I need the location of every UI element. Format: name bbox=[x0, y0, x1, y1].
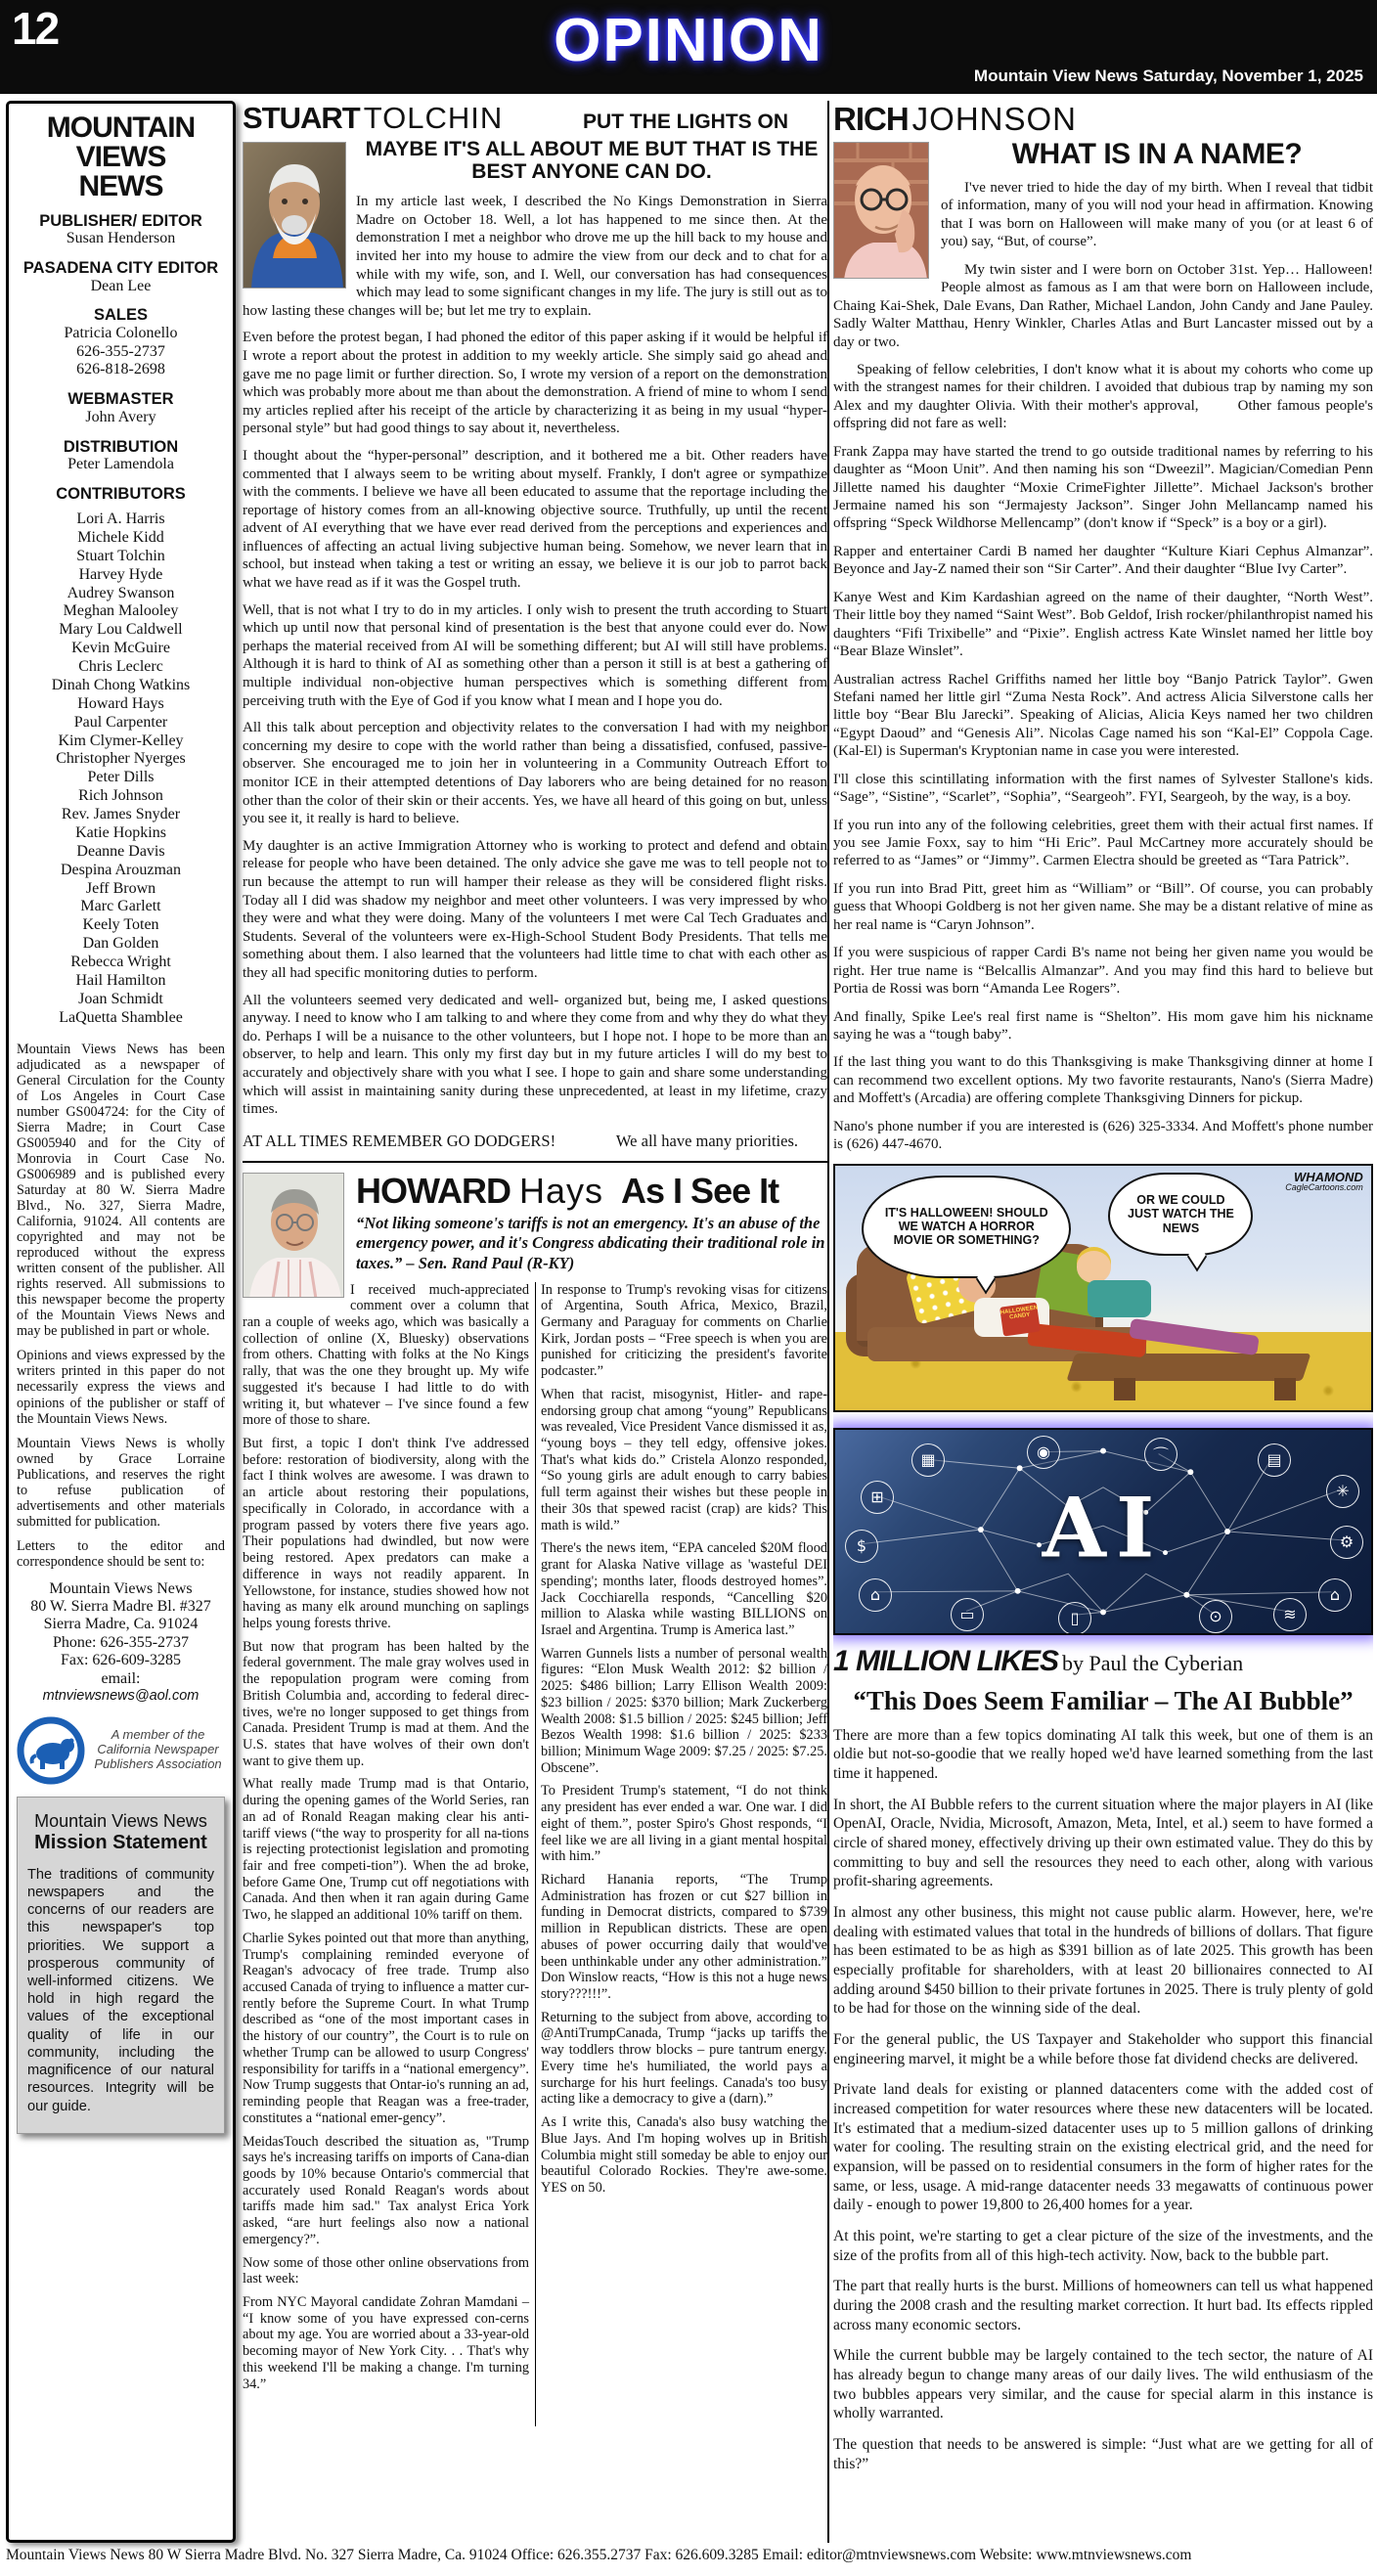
distribution-name: Peter Lamendola bbox=[67, 455, 174, 472]
article-paragraph: Australian actress Rachel Griffiths named her little boy “Banjo Patrick Taylor”. Gwen Stefani named her little girl “Zuma Nesta Rock”. And actress Alicia Silverstone calls her little boy “Bear Blu Jarecki”. Speaking of Alicias, Alicia Keys named her two children “Egypt Daoud” and “Genesis Ali”. Nicolas Cage named his son “Kal-El” Coppola Cage. (Kal-El) is Superman's Kryptonian name in case you were interested. bbox=[833, 671, 1373, 760]
contributor-name: Hail Hamilton bbox=[75, 971, 166, 989]
contributor-name: Dan Golden bbox=[82, 935, 159, 953]
date-line: Mountain View News Saturday, November 1, 2025 bbox=[973, 67, 1363, 85]
publisher-name: Susan Henderson bbox=[66, 230, 176, 247]
cartoonist-signature: WHAMOND CagleCartoons.com bbox=[1285, 1169, 1363, 1192]
article-paragraph: What really made Trump mad is that Ontario, during the opening games of the World Series, ran an ad of Ronald Reagan making clear his anti-tariff views (“the way to prosperity for all na-tions is rejecting protectionist legislation and promoting fair and free competi-tion”). When the ad broke, before Game One, Trump cut off negotiations with Canada. And then when it ran again during Game Two, he slapped an additional 10% tariff on them. bbox=[243, 1776, 529, 1924]
robot-arm-icon: ⚙ bbox=[1330, 1526, 1363, 1559]
pasadena-editor-label: PASADENA CITY EDITOR bbox=[22, 259, 219, 278]
wind-turbine-icon: ✳ bbox=[1326, 1475, 1359, 1508]
contributor-name: Dinah Chong Watkins bbox=[51, 676, 191, 693]
article-paragraph: The question that needs to be answered is simple: “Just what are we getting for all of this?” bbox=[833, 2436, 1373, 2472]
stuart-tolchin-photo bbox=[243, 142, 346, 289]
article-paragraph: If you were suspicious of rapper Cardi B's name not being her given name you would be right. Her true name is “Belcallis Almanzar”. And you may find this hard to believe but Portia de Rossi was born “Amanda Lee Rogers”. bbox=[833, 945, 1373, 998]
solar-panel-icon: ▤ bbox=[1258, 1443, 1291, 1477]
legal-notice bbox=[17, 1042, 225, 1530]
article-paragraph: Even before the protest began, I had phoned the editor of this paper asking if it would be helpful if I wrote a report about the protest in addition to my weekly article. She simply said go ahead and gave me no page limit or further direction. So, I wrote my version of a report on the demonstration which was probably more about me than about the demonstration. A friend of mine to whom I send my articles replied after his receipt of the article by characterizing it as being in my usual “hyper-personal style” but had good things to say about it, nevertheless. bbox=[243, 330, 827, 437]
address-line: Fax: 626-609-3285 bbox=[60, 1652, 182, 1669]
newspaper-title-line: NEWS bbox=[78, 170, 163, 202]
stuart-article-body bbox=[243, 193, 827, 1119]
house-icon: ⌂ bbox=[859, 1578, 892, 1612]
legal-paragraph: Opinions and views expressed by the writers printed in this paper do not necessarily express the views and opinions of the publisher or staff of the Mountain Views News. bbox=[17, 1348, 225, 1427]
ai-label: AI bbox=[1042, 1479, 1165, 1577]
million-likes-headline: “This Does Seem Familiar – The AI Bubble” bbox=[853, 1685, 1354, 1715]
right-column bbox=[833, 101, 1373, 2543]
author-first-name: HOWARD bbox=[356, 1170, 511, 1211]
contributor-name: Paul Carpenter bbox=[73, 713, 168, 731]
address-line: email: bbox=[101, 1669, 141, 1687]
article-paragraph: Kanye West and Kim Kardashian agreed on the name of their daughter, “North West”. Their little boy they named “Saint West”. Bob Geldof, Irish rocker/philanthropist named his daughters “Fifi Trixibelle” and “Pixie”. English actress Kate Winslet named her little boy “Bear Blaze Winslet”. bbox=[833, 589, 1373, 660]
newspaper-title bbox=[17, 113, 225, 201]
newspaper-title-line: MOUNTAIN bbox=[46, 111, 196, 144]
cctv-camera-icon: ◉ bbox=[1027, 1436, 1060, 1469]
howard-article-body bbox=[243, 1282, 827, 2426]
article-paragraph: I've never tried to hide the day of my birth. When I reveal that tidbit of information, many of you will nod your head in affirmation. Knowing that I was born on Halloween will make many of you (or at least 6 of you) say, “But, of course”. bbox=[941, 180, 1373, 250]
publisher-label: PUBLISHER/ EDITOR bbox=[39, 212, 202, 230]
contributor-name: Rich Johnson bbox=[78, 787, 163, 805]
cnpa-bear-logo bbox=[17, 1716, 85, 1785]
million-likes-body bbox=[833, 1726, 1373, 2474]
header-bar bbox=[0, 0, 1377, 94]
article-paragraph: Charlie Sykes pointed out that more than anything, Trump's complaining reminded everyone of Reagan's advocacy of free trade. Trump also accused Canada of trying to influence a matter cur-rently before the Supreme Court. In what Trump described as “one of the most important cases in the history of our country”, the Court is to rule on whether Trump can be allowed to usurp Congress' responsibility for tariffs in a “national emergency”. Now Trump suggests that Ontar-io's running an ad, reminding people that Reagan was a free-trader, constitutes a “national emer-gency”. bbox=[243, 1930, 529, 2126]
city-building-icon: ▦ bbox=[911, 1443, 945, 1477]
halloween-candy-bag: HALLOWEEN CANDY bbox=[999, 1303, 1041, 1337]
contributor-name: Deanne Davis bbox=[76, 842, 165, 860]
article-paragraph: In almost any other business, this might not cause public alarm. However, here, we're dealing with estimated values that total in the hundreds of billions of dollars. That figure has been estimated to be as high as $391 billion as of late 2025. This growth has been especially profitable for shareholders, with at least 20 billionaires connected to AI adding around $450 billion to their private fortunes in 2025. There is truly plenty of gold to be had for those on the winning side of the deal. bbox=[833, 1903, 1373, 2018]
article-paragraph: All the volunteers seemed very dedicated and well- organized but, being me, I asked questions anyway. I need to know who I am talking to and where they come from and why they do what they do. Perhaps I will be a nuisance to the other volunteers, but I hope not. I hope to be more than an observer, to help and learn. This only my first day but in my future articles I will do my best to accurately and objectively share with you what I see. I hope to gain and share some understanding which will assist in maintaining sanity during these unprecedented, at least in my lifetime, crazy times. bbox=[243, 992, 827, 1118]
car-icon: ⊙ bbox=[1199, 1600, 1232, 1633]
contributor-name: Keely Toten bbox=[82, 916, 159, 934]
stuart-byline bbox=[243, 101, 503, 136]
monitor-icon: ▭ bbox=[951, 1598, 984, 1631]
article-paragraph: When that racist, misogynist, Hitler- and rape-endorsing group chat among “young” Republicans was revealed, Vice President Vance dismissed it as, “young boys – they tell edgy, offensive jokes. That's what kids do.” Cristela Alonzo responded, “So young girls are adult enough to carry babies full term against their wishes but these people in their 30s that spewed racist (crap) are kids? This math is wild.” bbox=[541, 1386, 827, 1533]
article-paragraph: Returning to the subject from above, according to @AntiTrumpCanada, Trump “jacks up tariffs the way toddlers throw blocks – pure tantrum energy. Every time he's humiliated, the world pays a surcharge for his hurt feelings. Canada's too busy acting like a democracy to give a (darn).” bbox=[541, 2009, 827, 2108]
sales-phone-1: 626-355-2737 bbox=[76, 342, 165, 360]
contributor-name: Lori A. Harris bbox=[76, 511, 165, 527]
sales-label: SALES bbox=[93, 306, 148, 325]
howard-hays-photo bbox=[243, 1173, 344, 1298]
factory-icon: ⌂ bbox=[1318, 1578, 1352, 1612]
contributors-label: CONTRIBUTORS bbox=[56, 484, 186, 503]
contributor-name: Chris Leclerc bbox=[78, 658, 163, 675]
middle-column bbox=[243, 101, 827, 2543]
section-divider bbox=[243, 1161, 827, 1163]
article-paragraph: There are more than a few topics dominating AI talk this week, but one of them is an oldie but not-so-goodie that we really hoped we'd have learned something from the last time it happened. bbox=[833, 1726, 1373, 1782]
article-paragraph: I received much-appreciated comment over a column that ran a couple of weeks ago, which was basically a collection of online (X, Bluesky) observations from others. Chatting with folks at the No Kings rally, that was the one they brought up. My wife suggested it's because I had little to do with writing it, but whatever – I've since found a few more of those to share. bbox=[243, 1281, 529, 1429]
howard-byline bbox=[356, 1171, 778, 1212]
million-likes-column bbox=[833, 1645, 1373, 2474]
cartoon-table bbox=[1067, 1354, 1311, 1381]
sales-name: Patricia Colonello bbox=[64, 324, 178, 341]
cnpa-member-text: A member of the California Newspaper Publishers Association bbox=[94, 1727, 222, 1772]
author-last-name: Hays bbox=[519, 1170, 604, 1211]
author-first-name: RICH bbox=[833, 101, 909, 137]
mission-body: The traditions of community newspapers and the concerns of our readers are this newspaper's top priorities. We support a prosperous community of well-informed citizens. We hold in high regard the values of the exceptional quality of life in our community, including the magnificence of our natural resources. Integrity will be our guide. bbox=[27, 1866, 214, 2114]
cartoon-woman bbox=[1077, 1251, 1112, 1283]
stuart-signoff-right: We all have many priorities. bbox=[615, 1131, 798, 1150]
article-paragraph: To President Trump's statement, “I do not think any president has ever ended a war. One war. I did eight of them.”, poster Spiro's Ghost responds, “I feel like we are all living in a giant mental hospital with him.” bbox=[541, 1783, 827, 1865]
article-paragraph: Now some of those other online observations from last week: bbox=[243, 2254, 529, 2287]
article-paragraph: If you run into any of the following celebrities, greet them with their actual first names. If you see Jamie Foxx, say to him “Hi Eric”. Paul McCartney more accurately should be referred to as “James” or “Jimmy”. Carmen Electra should be greeted as “Tara Patrick”. bbox=[833, 817, 1373, 869]
sales-phone-2: 626-818-2698 bbox=[76, 361, 165, 378]
address-line: mtnviewsnews@aol.com bbox=[42, 1687, 200, 1704]
contributor-name: Harvey Hyde bbox=[78, 565, 163, 583]
howard-hays-column bbox=[243, 1171, 827, 2426]
distribution-label: DISTRIBUTION bbox=[63, 437, 179, 456]
letters-intro: Letters to the editor and correspondence should be sent to: bbox=[17, 1537, 225, 1571]
article-paragraph: Speaking of fellow celebrities, I don't know what it is about my cohorts who come up with the strangest names for their children. I avoided that dubious trap by naming my son Alex and my daughter Olivia. With their mother's approval, Other famous people's offspring did not fare as well: bbox=[833, 361, 1373, 432]
shopping-cart-icon: ⊞ bbox=[861, 1481, 894, 1514]
author-last-name: TOLCHIN bbox=[363, 101, 504, 135]
howard-epigraph-quote: “Not liking someone's tariffs is not an emergency. It's an abuse of the emergency power, and it's Congress abdicating their traditional role in taxes.” – Sen. Rand Paul (R-KY) bbox=[356, 1213, 825, 1272]
contributor-name: Mary Lou Caldwell bbox=[59, 621, 183, 639]
author-last-name: JOHNSON bbox=[911, 101, 1078, 137]
article-paragraph: The part that really hurts is the burst. Millions of homeowners can tell us what happened during the 2008 crash and the resulting market correction. It hurt bad. Its effects rippled across many economic sectors. bbox=[833, 2278, 1373, 2333]
column-divider bbox=[827, 101, 829, 2543]
contributor-name: Peter Dills bbox=[87, 769, 155, 786]
article-paragraph: Warren Gunnels lists a number of personal wealth figures: “Elon Musk Wealth 2012: $2 billion / 2025: $486 billion; Larry Ellison Wealth 2009: $23 billion / 2025: $370 billion; Mark Zuckerberg Wealth 2008: $1.5 billion / 2025: $245 billion; Jeff Bezos Wealth 1998: $1.6 billion / 2025: $233 billion; Minimum Wage 2009: $7.25 / 2025: $7.25. Obscene”. bbox=[541, 1645, 827, 1776]
article-paragraph: MeidasTouch described the situation as, "Trump says he's increasing tariffs on imports of Cana-dian goods by 10% because Ontario's commercial that accurately used Ronald Reagan's words about tariffs made him sad." Tax analyst Erica York asked, “are hurt feelings also now a national emergency?”. bbox=[243, 2133, 529, 2247]
stuart-headline: MAYBE IT'S ALL ABOUT ME BUT THAT IS THE BEST ANYONE CAN DO. bbox=[365, 138, 819, 184]
contributor-name: Jeff Brown bbox=[85, 879, 156, 897]
address-line: Phone: 626-355-2737 bbox=[52, 1633, 190, 1651]
newspaper-title-line: VIEWS bbox=[75, 141, 166, 173]
cnpa-membership bbox=[17, 1716, 225, 1785]
article-paragraph: But first, a topic I don't think I've addressed before: restoration of biodiversity, along with the fact I think wolves are awesome. I was drawn to an article about restoring their populations, specifically in Colorado, in accordance with a program passed by voters there five years ago. Their populations had dwindled, but now were being restored. Apex predators can make a difference in ways not readily apparent. In Yellowstone, for instance, studies showed how not having as many elk around munching on saplings helps young forests thrive. bbox=[243, 1436, 529, 1631]
address-line: 80 W. Sierra Madre Bl. #327 bbox=[30, 1597, 211, 1615]
article-paragraph: Nano's phone number if you are interested is (626) 325-3334. And Moffett's phone number is (626) 447-4670. bbox=[833, 1118, 1373, 1153]
dollar-icon: $ bbox=[845, 1530, 878, 1563]
contributor-name: Rev. James Snyder bbox=[61, 806, 181, 822]
legal-paragraph: Mountain Views News has been adjudicated as a newspaper of General Circulation for the County of Los Angeles in Court Case number GS004724: for the City of Sierra Madre; in Court Case GS005940 and for the City of Monrovia in Court Case No. GS006989 and is published every Saturday at 80 W. Sierra Madre Blvd., No. 327, Sierra Madre, California, 91024. All contents are copyrighted and may not be reproduced without the express written consent of the publisher. All rights reserved. All submissions to this newspaper become the property of the Mountain Views News and may be published in part or whole. bbox=[17, 1041, 225, 1340]
article-paragraph: Frank Zappa may have started the trend to go outside traditional names by referring to his daughter as “Moon Unit”. And then naming his son “Dweezil”. Magician/Comedian Penn Jillette named his daughter “Moxie CrimeFighter Jillette”. Michael Jackson's brother Jermaine named his son “Jermajesty Jackson”. Singer John Mellancamp named his offspring “Speck Wildhorse Mellencamp” (don't know if “Speck” is a boy or a girl). bbox=[833, 443, 1373, 532]
contributor-name: Audrey Swanson bbox=[67, 584, 175, 601]
rich-byline bbox=[833, 101, 1077, 138]
contributor-name: Katie Hopkins bbox=[75, 823, 166, 841]
article-paragraph: My daughter is an active Immigration Attorney who is working to protect and defend and obtain release for people who have been detained. The only advice she gave me was to tell people not to run because the attempt to run will hamper their release as they will be considered flight risks. Today all I did was shadow my neighbor and meet other volunteers. I was very impressed by who they were and what they were doing. Many of the volunteers I met were Cal Tech Graduates and Students. Several of the volunteers were ex-High-School Student Body Presidents. That tells me something about them. I also learned that the volunteers had little time to chat with each other as they all had specific monitoring duties to perform. bbox=[243, 837, 827, 981]
contributor-name: Michele Kidd bbox=[77, 528, 164, 546]
article-paragraph: Rapper and entertainer Cardi B named her daughter “Kulture Kiari Cephus Almanzar”. Beyonce and Jay-Z named their son “Sir Carter”. And their daughter “Blue Ivy Carter”. bbox=[833, 543, 1373, 578]
article-paragraph: I'll close this scintillating information with the first names of Sylvester Stallone's kids. “Sage”, “Sistine”, “Scarlet”, “Sophia”, “Seargeoh”. FYI, Seargeoh, by the way, is a boy. bbox=[833, 771, 1373, 806]
contributor-name: Despina Arouzman bbox=[60, 861, 182, 878]
rich-johnson-photo bbox=[833, 142, 929, 279]
contributor-name: Meghan Malooley bbox=[63, 602, 179, 620]
mission-subtitle: Mission Statement bbox=[34, 1831, 207, 1853]
article-paragraph: Richard Hanania reports, “The Trump Administration has frozen or cut $27 billion in funding in Democrat districts, compared to $739 million in Republican districts. These are open abuses of power occurring daily that would've been unthinkable under any other administration.” Don Winslow reacts, “How is this not a huge news story???!!!”. bbox=[541, 1872, 827, 2003]
million-likes-title: 1 MILLION LIKES bbox=[833, 1644, 1059, 1677]
article-paragraph: My twin sister and I were born on October 31st. Yep… Halloween! People almost as famous as I am that were born on Halloween include, Chaing Kai-Shek, Dale Evans, Dan Rather, Michael Landon, John Candy and Jane Pauley. Sadly Walter Matthau, Henry Winkler, Charles Atlas and Burt Lancaster missed out by a day or two. bbox=[833, 261, 1373, 350]
legal-paragraph: Mountain Views News is wholly owned by Grace Lorraine Publications, and reserves the right to refuse publication of advertisements and other materials submitted for publication. bbox=[17, 1435, 225, 1530]
column-kicker: As I See It bbox=[621, 1170, 779, 1211]
contributor-name: Kim Clymer-Kelley bbox=[58, 732, 184, 749]
stuart-tolchin-column bbox=[243, 101, 827, 1159]
contributor-name: Stuart Tolchin bbox=[76, 547, 165, 564]
contributor-name: Joan Schmidt bbox=[78, 990, 163, 1007]
address-line: Sierra Madre, Ca. 91024 bbox=[43, 1616, 199, 1633]
ai-illustration bbox=[833, 1428, 1373, 1635]
section-title: OPINION bbox=[554, 7, 823, 74]
page-footer: Mountain Views News 80 W Sierra Madre Blvd. No. 327 Sierra Madre, Ca. 91024 Office: 626.355.2737 Fax: 626.609.3285 Email: editor@mtnviewsnews.com Website: www.mtnviewsnews.com bbox=[6, 2547, 1192, 2563]
pasadena-editor-name: Dean Lee bbox=[90, 277, 152, 294]
contributor-name: Rebecca Wright bbox=[70, 954, 171, 970]
column-kicker: PUT THE LIGHTS ON bbox=[583, 111, 788, 133]
editorial-cartoon bbox=[833, 1164, 1373, 1412]
article-paragraph: From NYC Mayoral candidate Zohran Mamdani – “I know some of you have expressed con-cerns about my age. You are worried about a 33-year-old becoming mayor of New York City. . . That's why this weekend I'll be making a change. I'm turning 34.” bbox=[243, 2293, 529, 2392]
webmaster-label: WEBMASTER bbox=[67, 390, 174, 409]
article-paragraph: At this point, we're starting to get a clear picture of the size of the investments, and the size of the profits from all of this high-tech activity. Now, back to the bubble part. bbox=[833, 2228, 1373, 2264]
road-icon: ≋ bbox=[1273, 1598, 1307, 1631]
bridge-icon: ⌒ bbox=[1144, 1438, 1177, 1471]
article-paragraph: In short, the AI Bubble refers to the current situation where the major players in AI (like OpenAI, Oracle, Nvidia, Microsoft, Amazon, Meta, Intel, et al.) seem to have formed a circle of shared money, effectively driving up their own estimated value. They do this by committing to buy and sell the resources they need to each other, along with various profit-sharing agreements. bbox=[833, 1796, 1373, 1890]
page-number: 12 bbox=[12, 3, 59, 54]
author-first-name: STUART bbox=[243, 101, 360, 135]
article-paragraph: And finally, Spike Lee's real first name is “Shelton”. His mom gave him his nickname saying he was a “tough baby”. bbox=[833, 1008, 1373, 1043]
mission-statement-box bbox=[17, 1797, 225, 2134]
article-paragraph: Well, that is not what I try to do in my articles. I only wish to present the truth according to Stuart which up until now that personal kind of presentation is the best that anyone could ever do. Now perhaps the material received from AI will be something different; but AI will still have problems. Although it is hard to think of AI as something other than a person it still is at best a gathering of multiple individual non-objective human perspectives which is something different from perceiving truth with the Eye of God if you know what I mean and I hope you do. bbox=[243, 601, 827, 709]
contributor-name: Howard Hays bbox=[77, 694, 164, 712]
contributor-name: LaQuetta Shamblee bbox=[59, 1008, 183, 1026]
speech-bubble: IT'S HALLOWEEN! SHOULD WE WATCH A HORROR MOVIE OR SOMETHING? bbox=[862, 1176, 1071, 1278]
article-paragraph: As I write this, Canada's also busy watching the Blue Jays. And I'm hoping wolves up in British Columbia might still someday be able to enjoy our beautiful Colorado Rockies. They're awe-some. YES on 50. bbox=[541, 2114, 827, 2196]
contributor-name: Christopher Nyerges bbox=[56, 750, 186, 768]
contributors-list bbox=[17, 511, 225, 1028]
article-paragraph: Private land deals for existing or planned datacenters come with the added cost of increased competition for water resources where these new datacenters will be located. It's estimated that a medium-sized datacenter uses up to 5 million gallons of drinking water for cooling. The resulting strain on the existing electrical grid, and the need for expansion, will be passed on to residential consumers in the form of higher rates for the same, or less, usage. A mid-range datacenter needs 33 megawatts of continuous power daily - enough to power 19,800 to 26,400 homes for a year. bbox=[833, 2081, 1373, 2214]
contributor-name: Marc Garlett bbox=[80, 898, 161, 915]
article-paragraph: All this talk about perception and objectivity relates to the conversation I had with my neighbor concerning my desire to cope with the world rather than being a dissatisfied, confused, passive-observer. She encouraged me to join her in volunteering in a Community Outreach Effort to monitor ICE in their attempted detentions of Day laborers who are being detained for no reason other than the color of their skin or their accents. Yes, we have all heard of this going on but, unless you see it, it really is hard to believe. bbox=[243, 720, 827, 827]
mailing-address bbox=[17, 1580, 225, 1705]
masthead-sidebar bbox=[6, 101, 236, 2543]
mission-title: Mountain Views News bbox=[34, 1810, 207, 1831]
smartphone-icon: ▯ bbox=[1058, 1602, 1091, 1635]
article-paragraph: In response to Trump's revoking visas for citizens of Argentina, South Africa, Mexico, Brazil, Germany and Paraguay for comments on Charlie Kirk, Jordan posts – “Free speech is when you are punished for criticizing the president's favorite podcaster.” bbox=[541, 1281, 827, 1380]
article-paragraph: While the current bubble may be largely contained to the tech sector, the nature of AI has already begun to change many areas of our daily lives. The wild enthusiasm of the two bubbles appears very similar, and the cause for special alarm in this instance is wholly warranted. bbox=[833, 2347, 1373, 2422]
million-likes-byline: by Paul the Cyberian bbox=[1062, 1650, 1244, 1675]
address-line: Mountain Views News bbox=[49, 1579, 193, 1597]
article-paragraph: But now that program has been halted by the federal government. The male gray wolves used in the repopulation program were coming from British Columbia and, according to federal direc-tives, we're no longer supposed to get things from Canada. President Trump is mad at them. And the U.S. states that have wolves of their own don't want to give them up. bbox=[243, 1638, 529, 1769]
webmaster-name: John Avery bbox=[85, 408, 156, 425]
rich-article-body bbox=[833, 179, 1373, 1154]
howard-article-columns bbox=[243, 1282, 827, 2426]
article-paragraph: In my article last week, I described the No Kings Demonstration in Sierra Madre on October 18. Well, a lot has happened to me since then. At the demonstration I met a neighbor who drove me up the hill back to my house and invited her into my house to admire the view from our deck and to chat for a while with my wife, son, and I. Well, our conversation has had consequences which may lead to some significant changes in my life. The jury is still out as to how lasting these changes will be; but let me try to explain. bbox=[243, 194, 827, 319]
article-paragraph: There's the news item, “EPA canceled $20M flood grant for Alaska Native village as 'wasteful DEI spending'; months later, floods destroyed homes”. Jack Cocchiarella responds, “Cancelling $20 million to Alaska while wasting BILLIONS on Israel and Argentina. Trump is America last.” bbox=[541, 1540, 827, 1638]
article-paragraph: If the last thing you want to do this Thanksgiving is make Thanksgiving dinner at home I can recommend two excellent options. My two favorite restaurants, Nano's (Sierra Madre) and Moffett's (Arcadia) are offering complete Thanksgiving Dinners for pickup. bbox=[833, 1054, 1373, 1107]
stuart-signoff: AT ALL TIMES REMEMBER GO DODGERS! bbox=[243, 1131, 556, 1150]
speech-bubble: OR WE COULD JUST WATCH THE NEWS bbox=[1108, 1173, 1253, 1256]
rich-headline: WHAT IS IN A NAME? bbox=[1011, 138, 1303, 170]
article-paragraph: I thought about the “hyper-personal” description, and it bothered me a bit. Other readers have commented that I always seem to be writing about myself. Frankly, I don't agree or sympathize with the comments. I believe we have all been educated to assume that the reportage including the reportage of history comes from an all-knowing objective source. Truthfully, up until the recent advent of AI everything that we have ever read derived from the perceptions and experiences and influences of affecting an actual living subjective human being. Somehow, we never learn that in school, but instead when taking a test or writing an essay, we believe it is our job to parrot back what we have read as if it was the Gospel truth. bbox=[243, 447, 827, 592]
contributor-name: Kevin McGuire bbox=[71, 640, 170, 657]
article-paragraph: If you run into Brad Pitt, greet him as “William” or “Bill”. Of course, you can probably guess that Whoopi Goldberg is not her given name. She may be a distant relative of mine as her real name is “Caryn Johnson”. bbox=[833, 880, 1373, 933]
rich-johnson-column bbox=[833, 101, 1373, 1154]
article-paragraph: For the general public, the US Taxpayer and Stakeholder who support this financial engineering marvel, it might be a while before those fat dividend checks are delivered. bbox=[833, 2030, 1373, 2067]
